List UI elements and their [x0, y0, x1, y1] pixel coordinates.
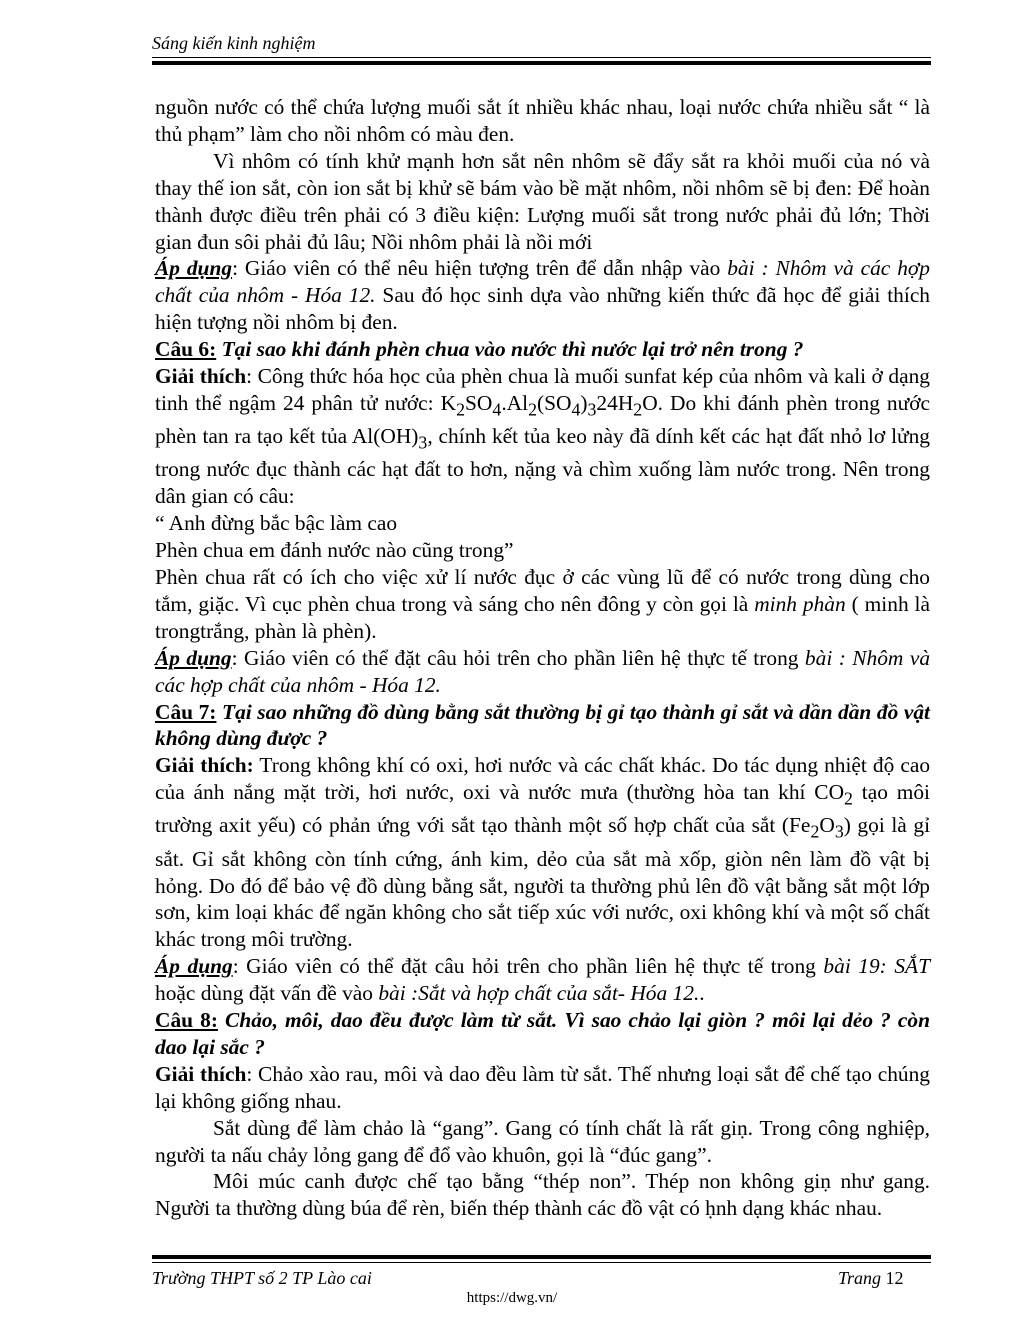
explain-label: Giải thích	[155, 1061, 247, 1086]
question-6	[155, 336, 930, 363]
paragraph: Vì nhôm có tính khử mạnh hơn sắt nên nhôm sẽ đẩy sắt ra khỏi muối của nó và thay thế ion sắt, còn ion sắt bị khử sẽ bám vào bề mặt nhôm, nồi nhôm sẽ bị đen: Để hoàn thành được điều trên phải có 3 điều kiện: Lượng muối sắt trong nước phải đủ lớn; Thời gian đun sôi phải đủ lâu; Nồi nhôm phải là nồi mới	[155, 148, 930, 254]
header-rule-thick	[152, 61, 931, 65]
page-number: 12	[885, 1268, 904, 1288]
lesson-reference: bài : Nhôm và các hợp chất của nhôm - Hóa 12.	[155, 645, 931, 697]
explain-label: Giải thích:	[155, 753, 254, 778]
question-8	[155, 1007, 930, 1061]
lesson-reference: bài :Sắt và hợp chất của sắt- Hóa 12.	[378, 981, 700, 1006]
question-label: Câu 7:	[155, 699, 217, 724]
footer-rule-thin	[152, 1262, 931, 1263]
verse-line: Phèn chua em đánh nước nào cũng trong”	[155, 538, 514, 563]
apply-label: Áp dụng	[155, 954, 233, 979]
paragraph-explain: Giải thích: Công thức hóa học của phèn chua là muối sunfat kép của nhôm và kali ở dạng tinh thể ngậm 24 phân tử nước: $K_2SO_4.Al_2(SO_4)_324H_2O$. Do khi đánh phèn trong nước phèn tan ra tạo kết tủa $Al(OH)_3$, chính kết tủa keo này đã dính kết các hạt đất nhỏ lơ lửng trong nước đục thành các hạt đất to hơn, nặng và chìm xuống làm nước trong. Nên trong dân gian có câu:	[155, 364, 931, 509]
paragraph-explain: Giải thích: Trong không khí có oxi, hơi nước và các chất khác. Do tác dụng nhiệt độ cao của ánh nắng mặt trời, hơi nước, oxi và nước mưa (thường hòa tan khí $CO_2$ tạo môi trường axit yếu) có phản ứng với sắt tạo thành một số hợp chất của sắt $(Fe_2O_3)$ gọi là gỉ sắt. Gỉ sắt không còn tính cứng, ánh kim, dẻo của sắt mà xốp, giòn nên làm đồ vật bị hỏng. Do đó để bảo vệ đồ dùng bằng sắt, người ta thường phủ lên đồ vật bằng sắt một lớp sơn, kim loại khác để ngăn không cho sắt tiếp xúc với nước, oxi không khí và một số chất khác trong môi trường.	[155, 753, 931, 952]
paragraph: Sắt dùng để làm chảo là “gang”. Gang có tính chất là rất giṇ. Trong công nghiệp, người ta nấu chảy lỏng gang để đổ vào khuôn, gọi là “đúc gang”.	[155, 1115, 930, 1167]
question-text: Chảo, môi, dao đều được làm từ sắt. Vì sao chảo lại giòn ? môi lại dẻo ? còn dao lại sắc ?	[155, 1008, 930, 1059]
lesson-reference: bài : Nhôm và các hợp chất của nhôm - Hóa 12.	[155, 256, 930, 308]
question-text: Tại sao khi đánh phèn chua vào nước thì nước lại trở nên trong ?	[216, 337, 804, 362]
paragraph-apply: Áp dụng: Giáo viên có thể nêu hiện tượng trên để dẫn nhập vào bài : Nhôm và các hợp chất của nhôm - Hóa 12. Sau đó học sinh dựa vào những kiến thức đã học để giải thích hiện tượng nồi nhôm bị đen.	[155, 256, 931, 335]
footer-url: https://dwg.vn/	[466, 1290, 558, 1306]
paragraph: Phèn chua rất có ích cho việc xử lí nước đục ở các vùng lũ để có nước trong dùng cho tắm, giặc. Vì cục phèn chua trong và sáng cho nên đông y còn gọi là minh phàn ( minh là trongtrắng, phàn là phèn).	[155, 564, 930, 643]
header-title: Sáng kiến kinh nghiệm	[152, 33, 316, 53]
footer-page	[838, 1268, 904, 1289]
paragraph-apply: Áp dụng: Giáo viên có thể đặt câu hỏi trên cho phần liên hệ thực tế trong bài 19: SẮT hoặc dùng đặt vấn đề vào bài :Sắt và hợp chất của sắt- Hóa 12..	[155, 954, 931, 1006]
paragraph: Môi múc canh được chế tạo bằng “thép non”. Thép non không giṇ như gang. Người ta thường dùng búa để rèn, biến thép thành các đồ vật có ḥnh dạng khác nhau.	[155, 1169, 930, 1221]
header-rule-thin	[152, 57, 931, 58]
footer-school: Trường THPT số 2 TP Lào cai	[152, 1268, 372, 1288]
question-text: Tại sao những đồ dùng bằng sắt thường bị gỉ tạo thành gỉ sắt và dần dần đồ vật không dùng được ?	[155, 699, 930, 751]
paragraph: nguồn nước có thể chứa lượng muối sắt ít nhiều khác nhau, loại nước chứa nhiều sắt “ là thủ phạm” làm cho nồi nhôm có màu đen.	[155, 95, 930, 146]
paragraph-explain: Giải thích: Chảo xào rau, môi và dao đều làm từ sắt. Thế nhưng loại sắt để chế tạo chúng lại không giống nhau.	[155, 1061, 931, 1113]
paragraph-apply: Áp dụng: Giáo viên có thể đặt câu hỏi trên cho phần liên hệ thực tế trong bài : Nhôm và các hợp chất của nhôm - Hóa 12.	[155, 645, 931, 697]
apply-label: Áp dụng	[155, 645, 232, 670]
apply-label: Áp dụng	[155, 256, 233, 281]
question-7	[155, 699, 930, 753]
page-content	[155, 94, 930, 1222]
page-label: Trang	[838, 1268, 882, 1288]
lesson-reference: bài 19: SẮT	[823, 954, 931, 979]
question-label: Câu 6:	[155, 337, 217, 362]
verse-line: “ Anh đừng bắc bậc làm cao	[155, 511, 398, 536]
explain-label: Giải thích	[155, 364, 247, 389]
footer-rule-thick	[152, 1255, 931, 1259]
question-label: Câu 8:	[155, 1008, 218, 1033]
